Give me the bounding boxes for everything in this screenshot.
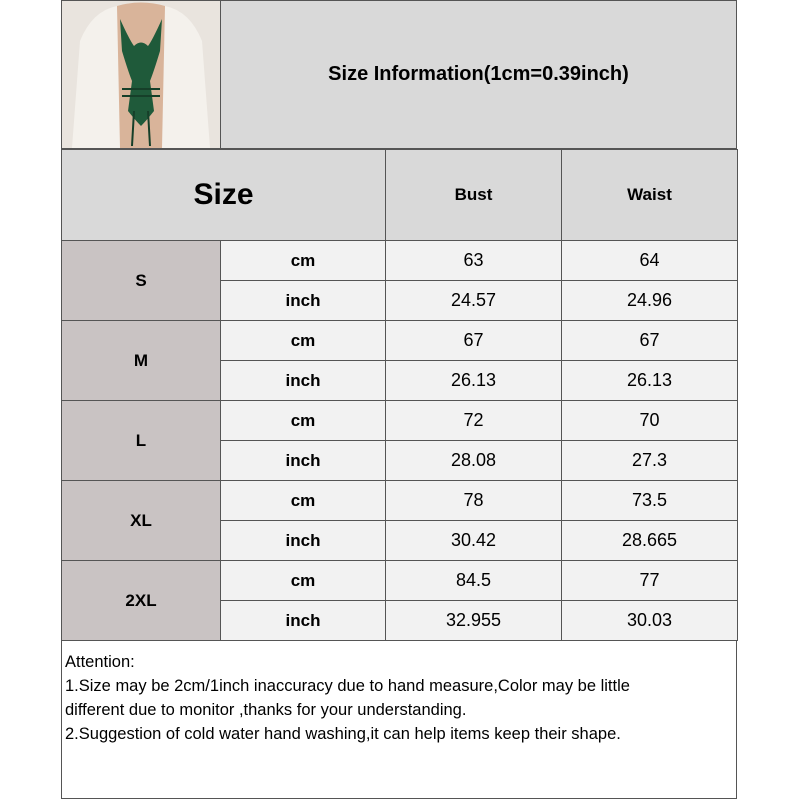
unit-label: cm xyxy=(221,401,386,441)
table-row xyxy=(62,321,738,361)
note-line: 1.Size may be 2cm/1inch inaccuracy due to hand measure,Color may be little xyxy=(65,677,630,695)
unit-label: inch xyxy=(221,521,386,561)
waist-value: 73.5 xyxy=(562,481,738,521)
bust-value: 72 xyxy=(386,401,562,441)
waist-value: 24.96 xyxy=(562,281,738,321)
waist-value: 77 xyxy=(562,561,738,601)
bust-value: 63 xyxy=(386,241,562,281)
size-label: S xyxy=(62,241,221,321)
bust-header: Bust xyxy=(386,150,562,241)
unit-label: inch xyxy=(221,601,386,641)
waist-header: Waist xyxy=(562,150,738,241)
bust-value: 26.13 xyxy=(386,361,562,401)
table-row xyxy=(62,401,738,441)
bust-value: 30.42 xyxy=(386,521,562,561)
waist-value: 27.3 xyxy=(562,441,738,481)
unit-label: inch xyxy=(221,441,386,481)
bust-value: 84.5 xyxy=(386,561,562,601)
product-photo-illustration xyxy=(62,1,220,148)
size-header: Size xyxy=(62,150,386,241)
bust-value: 28.08 xyxy=(386,441,562,481)
size-label: L xyxy=(62,401,221,481)
note-line: 2.Suggestion of cold water hand washing,it can help items keep their shape. xyxy=(65,725,621,743)
unit-label: cm xyxy=(221,241,386,281)
bust-value: 32.955 xyxy=(386,601,562,641)
waist-value: 64 xyxy=(562,241,738,281)
bust-value: 24.57 xyxy=(386,281,562,321)
product-photo xyxy=(62,1,221,148)
notes-heading: Attention: xyxy=(65,653,135,671)
page-title: Size Information(1cm=0.39inch) xyxy=(328,63,629,85)
unit-label: inch xyxy=(221,281,386,321)
waist-value: 70 xyxy=(562,401,738,441)
unit-label: cm xyxy=(221,561,386,601)
table-header-row xyxy=(62,150,738,241)
bust-value: 67 xyxy=(386,321,562,361)
waist-value: 30.03 xyxy=(562,601,738,641)
table-row xyxy=(62,561,738,601)
unit-label: cm xyxy=(221,481,386,521)
bust-value: 78 xyxy=(386,481,562,521)
unit-label: inch xyxy=(221,361,386,401)
waist-value: 67 xyxy=(562,321,738,361)
size-label: XL xyxy=(62,481,221,561)
note-line: different due to monitor ,thanks for your understanding. xyxy=(65,701,467,719)
unit-label: cm xyxy=(221,321,386,361)
size-table xyxy=(61,149,738,641)
table-row xyxy=(62,241,738,281)
table-row xyxy=(62,481,738,521)
waist-value: 26.13 xyxy=(562,361,738,401)
waist-value: 28.665 xyxy=(562,521,738,561)
size-label: M xyxy=(62,321,221,401)
size-label: 2XL xyxy=(62,561,221,641)
attention-notes xyxy=(65,650,733,746)
